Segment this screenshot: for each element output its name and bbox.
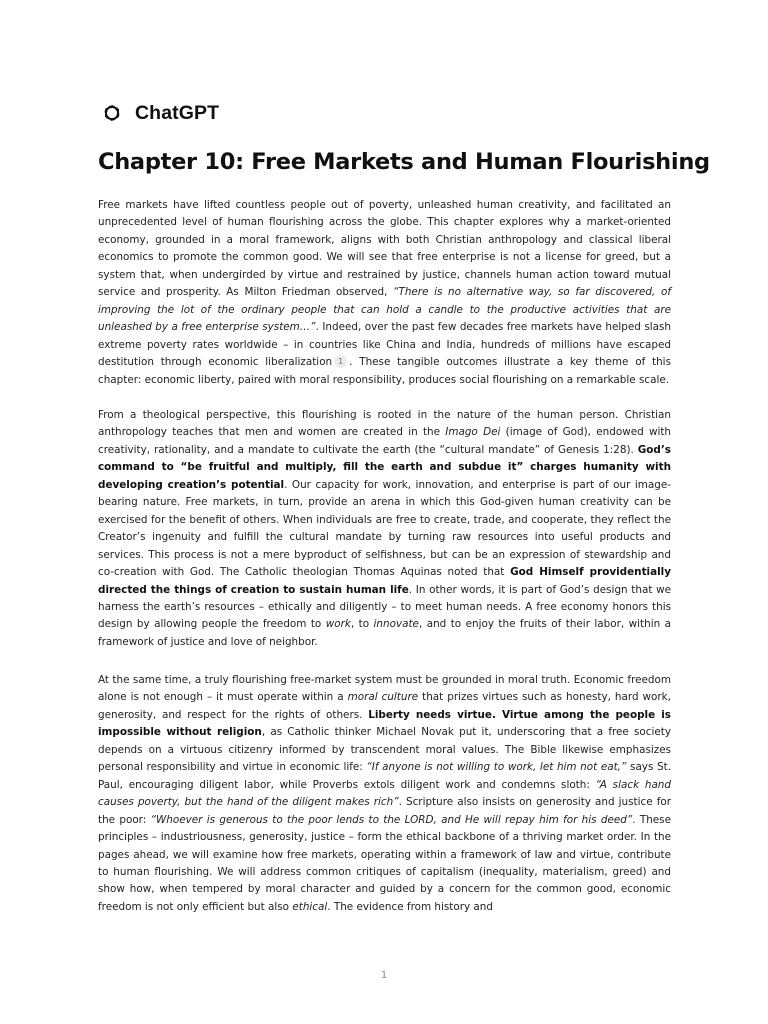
text-run: says St. Paul, encouraging diligent labor, while Proverbs extols diligent work and condemns sloth: [98, 761, 671, 791]
text-run: , to [350, 618, 374, 631]
text-run: Free markets have lifted countless people out of poverty, unleashed human creativity, and facilitated an unprecedented level of human flourishing across the globe. This chapter explores why a market-oriented economy, grounded in a moral framework, aligns with both Christian anthropology and classical liberal economics to promote the common good. We will see that free enterprise is not a license for greed, but a system that, when undergirded by virtue and restrained by justice, channels human action toward mutual service and prosperity. As Milton Friedman observed, [98, 199, 671, 299]
text-run: . These tangible outcomes illustrate a key theme of this chapter: economic liberty, paired with moral responsibility, produces social flourishing on a remarkable scale. [98, 356, 671, 386]
text-run: that prizes virtues such as honesty, hard work, generosity, and respect for the rights of others. [98, 691, 671, 721]
emphasis-text: moral culture [347, 691, 419, 704]
paragraph-intro [98, 197, 671, 389]
text-run: From a theological perspective, this flourishing is rooted in the nature of the human person. Christian anthropology teaches that men and women are created in the [98, 409, 671, 439]
text-run: . In other words, it is part of God’s design that we harness the earth’s resources – ethically and diligently – to meet human needs. A free economy honors this design by allowing people the freedom to [98, 583, 671, 631]
citation-badge[interactable]: 1 [334, 355, 347, 368]
brand-header [98, 99, 219, 127]
friedman-quote: “There is no alternative way, so far discovered, of improving the lot of the ordinary people that can hold a candle to the productive activities that are unleashed by a free enterprise system…” [98, 286, 671, 334]
text-run: . Our capacity for work, innovation, and enterprise is part of our image-bearing nature. Free markets, in turn, provide an arena in which this God-given human creativity can be exercised for the benefit of others. When individuals are free to create, trade, and cooperate, they reflect the Creator’s ingenuity and fulfill the cultural mandate by turning raw resources into useful products and services. This process is not a mere byproduct of selfishness, but can be an expression of stewardship and co-creation with God. The Catholic theologian Thomas Aquinas noted that [98, 478, 671, 579]
paragraph-theology [98, 407, 671, 651]
scripture-quote: “A slack hand causes poverty, but the hand of the diligent makes rich” [98, 778, 671, 809]
text-run: . The evidence from history and [327, 900, 493, 913]
text-run: , and to enjoy the fruits of their labor, within a framework of justice and love of neighbor. [98, 618, 671, 648]
text-run: . Scripture also insists on generosity and justice for the poor: [98, 796, 671, 826]
page-number: 1 [380, 970, 388, 981]
emphasis-text: work [325, 618, 351, 631]
bold-text: Liberty needs virtue. Virtue among the people is impossible without religion [98, 708, 671, 739]
text-run: , as Catholic thinker Michael Novak put it, underscoring that a free society depends on a virtuous citizenry informed by transcendent moral values. The Bible likewise emphasizes personal responsibility and virtue in economic life: [98, 726, 671, 774]
text-run: At the same time, a truly flourishing free-market system must be grounded in moral truth. Economic freedom alone is not enough – it must operate within a [98, 674, 671, 704]
chapter-title: Chapter 10: Free Markets and Human Flourishing [98, 149, 710, 175]
bold-text: God Himself providentially directed the things of creation to sustain human life [98, 566, 672, 596]
emphasis-text: ethical [292, 900, 328, 913]
text-run: (image of God), endowed with creativity, rationality, and a mandate to cultivate the earth (the “cultural mandate” of Genesis 1:28). [98, 426, 671, 456]
text-run: . Indeed, over the past few decades free markets have helped slash extreme poverty rates worldwide – in countries like China and India, hundreds of millions have escaped destitution through economic liberalization [98, 321, 671, 369]
emphasis-text: Imago Dei [445, 426, 501, 439]
emphasis-text: innovate [373, 618, 419, 631]
bold-text: God’s command to “be fruitful and multiply, fill the earth and subdue it” charges humanity with developing creation’s potential [98, 443, 671, 491]
brand-name: ChatGPT [135, 101, 220, 124]
scripture-quote: “If anyone is not willing to work, let him not eat,” [366, 761, 627, 774]
openai-knot-icon [98, 99, 126, 127]
text-run: . These principles – industriousness, generosity, justice – form the ethical backbone of a thriving market order. In the pages ahead, we will examine how free markets, operating within a framework of law and virtue, contribute to human flourishing. We will address common critiques of capitalism (inequality, materialism, greed) and show how, when tempered by moral character and guided by a concern for the common good, economic freedom is not only efficient but also [98, 813, 671, 913]
paragraph-moral-truth [98, 672, 671, 916]
scripture-quote: “Whoever is generous to the poor lends to the LORD, and He will repay him for his deed” [150, 813, 633, 826]
